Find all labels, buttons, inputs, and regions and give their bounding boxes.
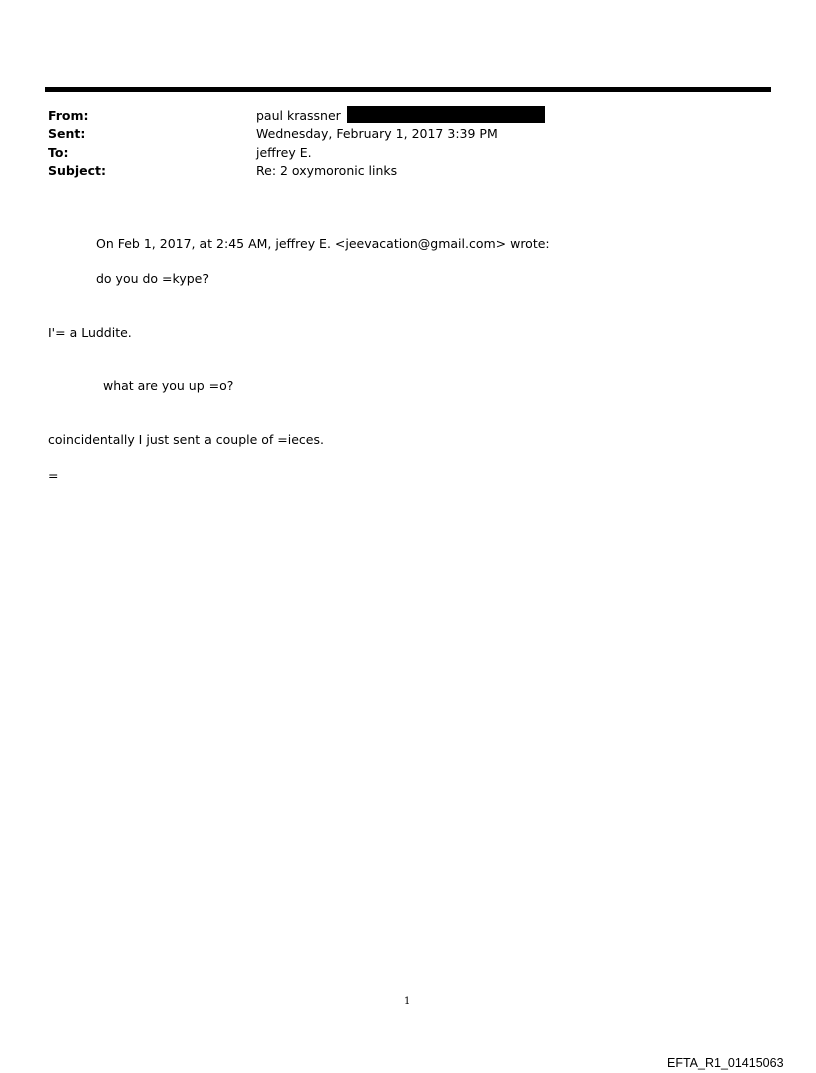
reply-1: I'= a Luddite. bbox=[48, 325, 132, 340]
from-value bbox=[256, 108, 545, 123]
subject-value: Re: 2 oxymoronic links bbox=[256, 163, 398, 178]
to-label: To: bbox=[48, 145, 69, 160]
sent-label: Sent: bbox=[48, 126, 86, 141]
reply-2: coincidentally I just sent a couple of =ieces. bbox=[48, 432, 324, 447]
from-label: From: bbox=[48, 108, 89, 123]
quote-intro: On Feb 1, 2017, at 2:45 AM, jeffrey E. <jeevacation@gmail.com> wrote: bbox=[96, 236, 550, 251]
to-value: jeffrey E. bbox=[256, 145, 312, 160]
document-id: EFTA_R1_01415063 bbox=[667, 1056, 784, 1070]
quote-question-2: what are you up =o? bbox=[103, 378, 234, 393]
redaction-block bbox=[347, 106, 545, 123]
page-number: 1 bbox=[404, 996, 411, 1007]
subject-label: Subject: bbox=[48, 163, 106, 178]
trailing-equals: = bbox=[48, 468, 59, 483]
quote-question-1: do you do =kype? bbox=[96, 271, 209, 286]
sent-value: Wednesday, February 1, 2017 3:39 PM bbox=[256, 126, 498, 141]
sender-name: paul krassner bbox=[256, 108, 341, 123]
header-divider bbox=[45, 87, 771, 92]
